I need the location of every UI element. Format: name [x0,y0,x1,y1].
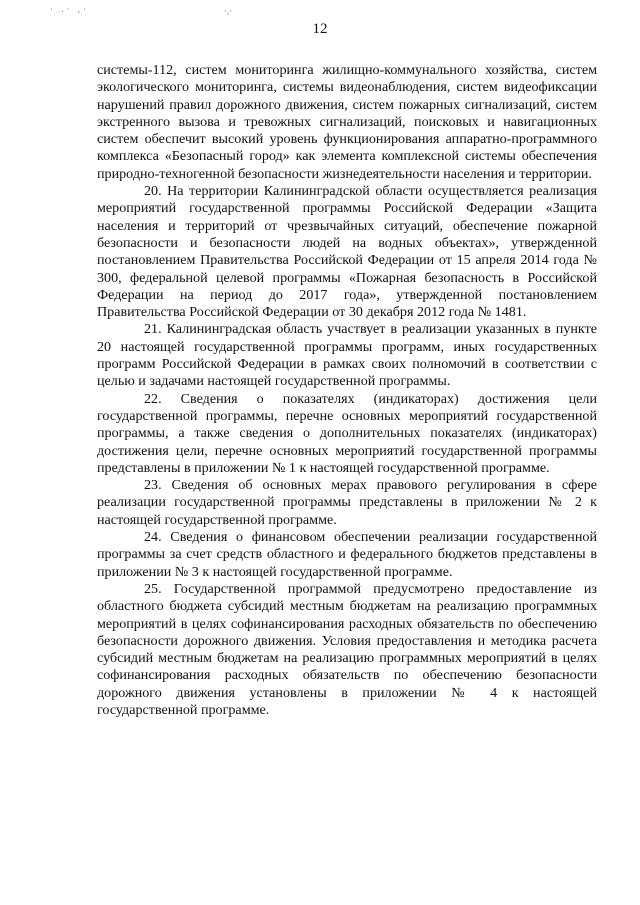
paragraph-24: 24. Сведения о финансовом обеспечении реализации государственной программы за счет средств областного и федерального бюджетов представлены в приложении № 3 к настоящей государственной программе. [97,529,597,580]
paragraph-25: 25. Государственной программой предусмотрено предоставление из областного бюджета субсидий местным бюджетам на реализацию программных мероприятий в целях софинансирования расходных обязательств по обеспечению безопасности дорожного движения. Условия предоставления и методика расчета субсидий местным бюджетам на реализацию программных мероприятий в целях софинансирования расходных обязательств по обеспечению безопасности дорожного движения установлены в приложении № 4 к настоящей государственной программе. [97,580,597,718]
scan-marks: · .· ,· [50,4,89,14]
paragraph-21: 21. Калининградская область участвует в реализации указанных в пункте 20 настоящей государственной программы программ, иных государственных программ Российской Федерации в рамках своих полномочий в соответствии с целью и задачами настоящей государственной программы. [97,321,597,390]
document-body [97,62,597,719]
page-number: 12 [312,21,328,37]
paragraph-20: 20. На территории Калининградской области осуществляется реализация мероприятий государственной программы Российской Федерации «Защита населения и территорий от чрезвычайных ситуаций, обеспечение пожарной безопасности и безопасности людей на водных объектах», утвержденной постановлением Правительства Российской Федерации от 15 апреля 2014 года № 300, федеральной целевой программы «Пожарная безопасность в Российской Федерации на период до 2017 года», утвержденной постановлением Правительства Российской Федерации от 30 декабря 2012 года № 1481. [97,183,597,321]
scan-marks: ·,· [224,6,233,16]
paragraph-continuation: системы-112, систем мониторинга жилищно-коммунального хозяйства, систем экологического мониторинга, системы видеонаблюдения, систем видеофиксации нарушений правил дорожного движения, систем пожарных сигнализаций, систем экстренного вызова и тревожных сигнализаций, поисковых и навигационных систем обеспечит высокий уровень функционирования аппаратно-программного комплекса «Безопасный город» как элемента комплексной системы обеспечения природно-техногенной безопасности жизнедеятельности населения и территории. [97,62,597,182]
paragraph-23: 23. Сведения об основных мерах правового регулирования в сфере реализации государственной программы представлены в приложении № 2 к настоящей государственной программе. [97,477,597,528]
paragraph-22: 22. Сведения о показателях (индикаторах) достижения цели государственной программы, перечне основных мероприятий государственной программы, а также сведения о дополнительных показателях (индикаторах) достижения цели, перечне основных мероприятий государственной программы представлены в приложении № 1 к настоящей государственной программе. [97,390,597,476]
